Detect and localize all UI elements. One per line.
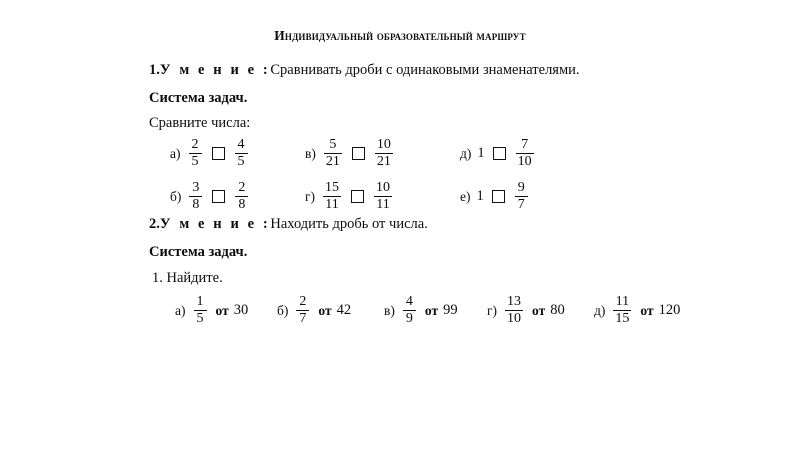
section-2-system-label: Система задач. (149, 244, 248, 260)
comparison-box-icon[interactable] (493, 147, 506, 160)
problem-1a-right-fraction (235, 138, 248, 169)
section-2-skill-label: У м е н и е : (159, 216, 271, 232)
numerator: 5 (329, 137, 337, 152)
denominator: 5 (191, 154, 199, 170)
problem-2b (277, 295, 351, 326)
problem-1g-tag: г) (305, 188, 316, 204)
problem-1b-left-fraction (189, 181, 202, 212)
page-title: Индивидуальный образовательный маршрут (274, 28, 526, 43)
denominator: 11 (376, 197, 390, 213)
problem-1e (460, 181, 531, 212)
numerator: 1 (196, 294, 204, 309)
denominator: 7 (517, 197, 525, 213)
numerator: 11 (615, 294, 630, 309)
denominator: 10 (507, 311, 522, 327)
denominator: 5 (196, 311, 204, 327)
problem-2d-fraction (613, 295, 631, 326)
denominator: 8 (238, 197, 246, 213)
numerator: 13 (507, 294, 522, 309)
problem-1v-right-fraction (375, 138, 393, 169)
problem-2d-of-word: от (640, 302, 654, 318)
numerator: 2 (238, 180, 246, 195)
denominator: 21 (325, 154, 340, 170)
problem-1e-right-fraction (515, 181, 528, 212)
numerator: 4 (405, 294, 413, 309)
problem-2v (384, 295, 458, 326)
problem-1b-right-fraction (235, 181, 248, 212)
section-1-instruction: Сравните числа: (149, 115, 251, 131)
section-2-instruction: 1. Найдите. (152, 270, 223, 286)
problem-2b-tag: б) (277, 302, 289, 318)
problem-1d (460, 138, 537, 169)
problem-2b-value: 42 (336, 302, 352, 319)
numerator: 4 (237, 137, 245, 152)
problem-2d (594, 295, 680, 326)
problem-1a-tag: а) (170, 145, 181, 161)
problem-1g-right-fraction (374, 181, 392, 212)
problem-1a (170, 138, 251, 169)
problem-2b-of-word: от (318, 302, 332, 318)
comparison-box-icon[interactable] (212, 147, 225, 160)
problem-2a-fraction (194, 295, 207, 326)
problem-2g (487, 295, 565, 326)
problem-1d-tag: д) (460, 145, 472, 161)
denominator: 7 (299, 311, 307, 327)
section-1-skill-text: Сравнивать дроби с одинаковыми знаменателями. (270, 62, 580, 78)
numerator: 10 (376, 180, 391, 195)
denominator: 21 (376, 154, 391, 170)
denominator: 5 (237, 154, 245, 170)
comparison-box-icon[interactable] (492, 190, 505, 203)
compare-row-1 (0, 132, 800, 172)
problem-2v-tag: в) (384, 302, 395, 318)
problem-2a-of-word: от (215, 302, 229, 318)
problem-2v-fraction (403, 295, 416, 326)
problem-1e-whole-number: 1 (476, 188, 484, 205)
fraction-of-number-row (0, 289, 800, 329)
section-2-skill-text: Находить дробь от числа. (270, 216, 428, 232)
denominator: 11 (325, 197, 339, 213)
denominator: 10 (517, 154, 532, 170)
problem-1b (170, 181, 251, 212)
problem-2b-fraction (296, 295, 309, 326)
problem-2g-fraction (505, 295, 523, 326)
problem-1d-whole-number: 1 (477, 145, 485, 162)
problem-1a-left-fraction (189, 138, 202, 169)
section-1-skill-line (149, 63, 580, 78)
problem-1e-tag: е) (460, 188, 471, 204)
numerator: 10 (376, 137, 391, 152)
problem-2g-of-word: от (532, 302, 546, 318)
comparison-box-icon[interactable] (351, 190, 364, 203)
problem-1g-left-fraction (323, 181, 341, 212)
compare-row-2 (0, 175, 800, 215)
section-1-number: 1. (149, 62, 160, 78)
problem-2a (175, 295, 248, 326)
problem-2g-tag: г) (487, 302, 498, 318)
comparison-box-icon[interactable] (212, 190, 225, 203)
comparison-box-icon[interactable] (352, 147, 365, 160)
numerator: 2 (299, 294, 307, 309)
problem-1b-tag: б) (170, 188, 182, 204)
numerator: 15 (325, 180, 340, 195)
denominator: 9 (405, 311, 413, 327)
numerator: 2 (191, 137, 199, 152)
problem-1d-right-fraction (516, 138, 534, 169)
problem-1g (305, 181, 395, 212)
denominator: 8 (192, 197, 200, 213)
numerator: 9 (517, 180, 525, 195)
section-1-system-label: Система задач. (149, 90, 248, 106)
numerator: 7 (521, 137, 529, 152)
denominator: 15 (615, 311, 630, 327)
numerator: 3 (192, 180, 200, 195)
section-2-skill-line (149, 217, 428, 232)
problem-2a-value: 30 (233, 302, 249, 319)
problem-2d-tag: д) (594, 302, 606, 318)
section-1-skill-label: У м е н и е : (159, 62, 271, 78)
problem-2d-value: 120 (658, 302, 681, 319)
problem-1v-tag: в) (305, 145, 316, 161)
problem-1v (305, 138, 396, 169)
problem-2v-value: 99 (443, 302, 458, 319)
problem-1v-left-fraction (324, 138, 342, 169)
section-2-number: 2. (149, 216, 160, 232)
problem-2a-tag: а) (175, 302, 186, 318)
problem-2v-of-word: от (424, 302, 439, 318)
problem-2g-value: 80 (550, 302, 565, 319)
